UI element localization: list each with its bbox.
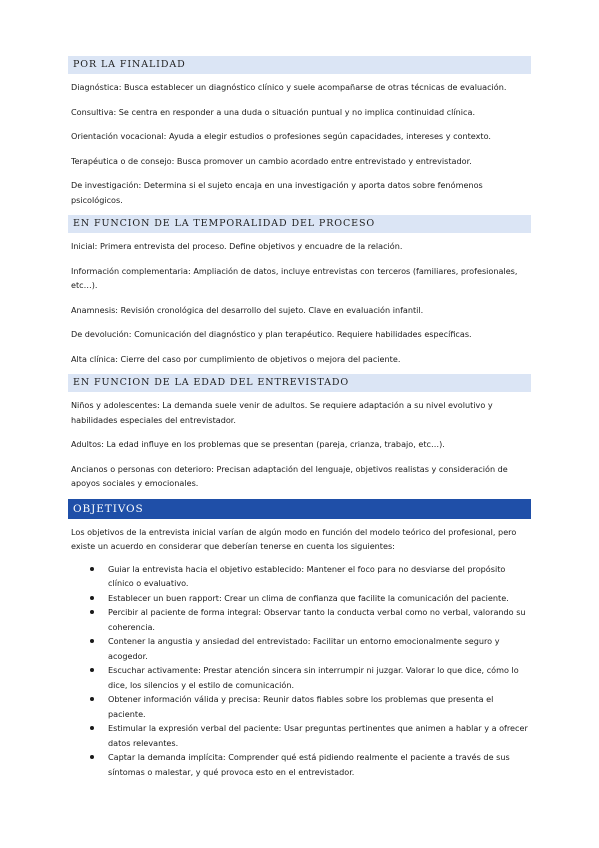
objetivos-list [68, 562, 531, 780]
list-item-text: Guiar la entrevista hacia el objetivo establecido: Mantener el foco para no desviarse del propósito clínico o evaluativo. [108, 563, 506, 588]
section-heading-edad: EN FUNCION DE LA EDAD DEL ENTREVISTADO [68, 374, 531, 392]
paragraph-adultos: Adultos: La edad influye en los problemas que se presentan (pareja, crianza, trabajo, etc…). [71, 439, 445, 449]
list-item-text: Escuchar activamente: Prestar atención sincera sin interrumpir ni juzgar. Valorar lo que dice, cómo lo dice, los silencios y el estilo de comunicación. [108, 665, 519, 690]
paragraph-diagnostica: Diagnóstica: Busca establecer un diagnóstico clínico y suele acompañarse de otras técnicas de evaluación. [71, 82, 507, 92]
list-item [90, 692, 531, 721]
paragraph-ninos: Niños y adolescentes: La demanda suele venir de adultos. Se requiere adaptación a su nivel evolutivo y habilidades especiales del entrevistador. [71, 400, 493, 425]
list-item-text: Captar la demanda implícita: Comprender qué está pidiendo realmente el paciente a través de sus síntomas o malestar, y qué provoca esto en el entrevistador. [108, 752, 510, 777]
section-heading-objetivos: OBJETIVOS [68, 499, 531, 519]
paragraph-alta-clinica: Alta clínica: Cierre del caso por cumplimiento de objetivos o mejora del paciente. [71, 353, 401, 364]
paragraph-devolucion: De devolución: Comunicación del diagnóstico y plan terapéutico. Requiere habilidades específicas. [71, 329, 472, 339]
bullet-icon [90, 596, 94, 600]
bullet-icon [90, 639, 94, 643]
list-item [90, 750, 531, 779]
bullet-icon [90, 697, 94, 701]
bullet-icon [90, 726, 94, 730]
objetivos-intro: Los objetivos de la entrevista inicial varían de algún modo en función del modelo teórico del profesional, pero existe un acuerdo en considerar que deberían tenerse en cuenta los siguientes: [71, 526, 517, 551]
list-item [90, 663, 531, 692]
list-item [90, 605, 531, 634]
list-item [90, 591, 531, 606]
document-content [68, 56, 531, 779]
paragraph-inicial: Inicial: Primera entrevista del proceso. Define objetivos y encuadre de la relación. [71, 241, 403, 251]
list-item [90, 634, 531, 663]
paragraph-orientacion: Orientación vocacional: Ayuda a elegir estudios o profesiones según capacidades, intereses y contexto. [71, 131, 491, 141]
paragraph-terapeutica: Terapéutica o de consejo: Busca promover un cambio acordado entre entrevistado y entrevistador. [71, 155, 472, 166]
bullet-icon [90, 610, 94, 614]
list-item [90, 721, 531, 750]
list-item-text: Percibir al paciente de forma integral: Observar tanto la conducta verbal como no verbal, valorando su coherencia. [108, 607, 526, 632]
list-item-text: Obtener información válida y precisa: Reunir datos fiables sobre los problemas que presenta el paciente. [108, 694, 494, 719]
bullet-icon [90, 668, 94, 672]
paragraph-informacion-complementaria: Información complementaria: Ampliación de datos, incluye entrevistas con terceros (familiares, profesionales, etc…). [71, 265, 518, 290]
section-heading-temporalidad: EN FUNCION DE LA TEMPORALIDAD DEL PROCESO [68, 215, 531, 233]
bullet-icon [90, 567, 94, 571]
section-heading-finalidad: POR LA FINALIDAD [68, 56, 531, 74]
paragraph-anamnesis: Anamnesis: Revisión cronológica del desarrollo del sujeto. Clave en evaluación infantil. [71, 304, 424, 315]
paragraph-consultiva: Consultiva: Se centra en responder a una duda o situación puntual y no implica continuidad clínica. [71, 106, 476, 117]
list-item-text: Estimular la expresión verbal del paciente: Usar preguntas pertinentes que animen a hablar y a ofrecer datos relevantes. [108, 723, 528, 748]
list-item [90, 562, 531, 591]
list-item-text: Establecer un buen rapport: Crear un clima de confianza que facilite la comunicación del paciente. [108, 592, 509, 603]
paragraph-investigacion: De investigación: Determina si el sujeto encaja en una investigación y aporta datos sobre fenómenos psicológicos. [71, 180, 483, 205]
paragraph-ancianos: Ancianos o personas con deterioro: Precisan adaptación del lenguaje, objetivos realistas y consideración de apoyos sociales y emocionales. [71, 463, 508, 488]
bullet-icon [90, 755, 94, 759]
list-item-text: Contener la angustia y ansiedad del entrevistado: Facilitar un entorno emocionalmente seguro y acogedor. [108, 636, 500, 661]
